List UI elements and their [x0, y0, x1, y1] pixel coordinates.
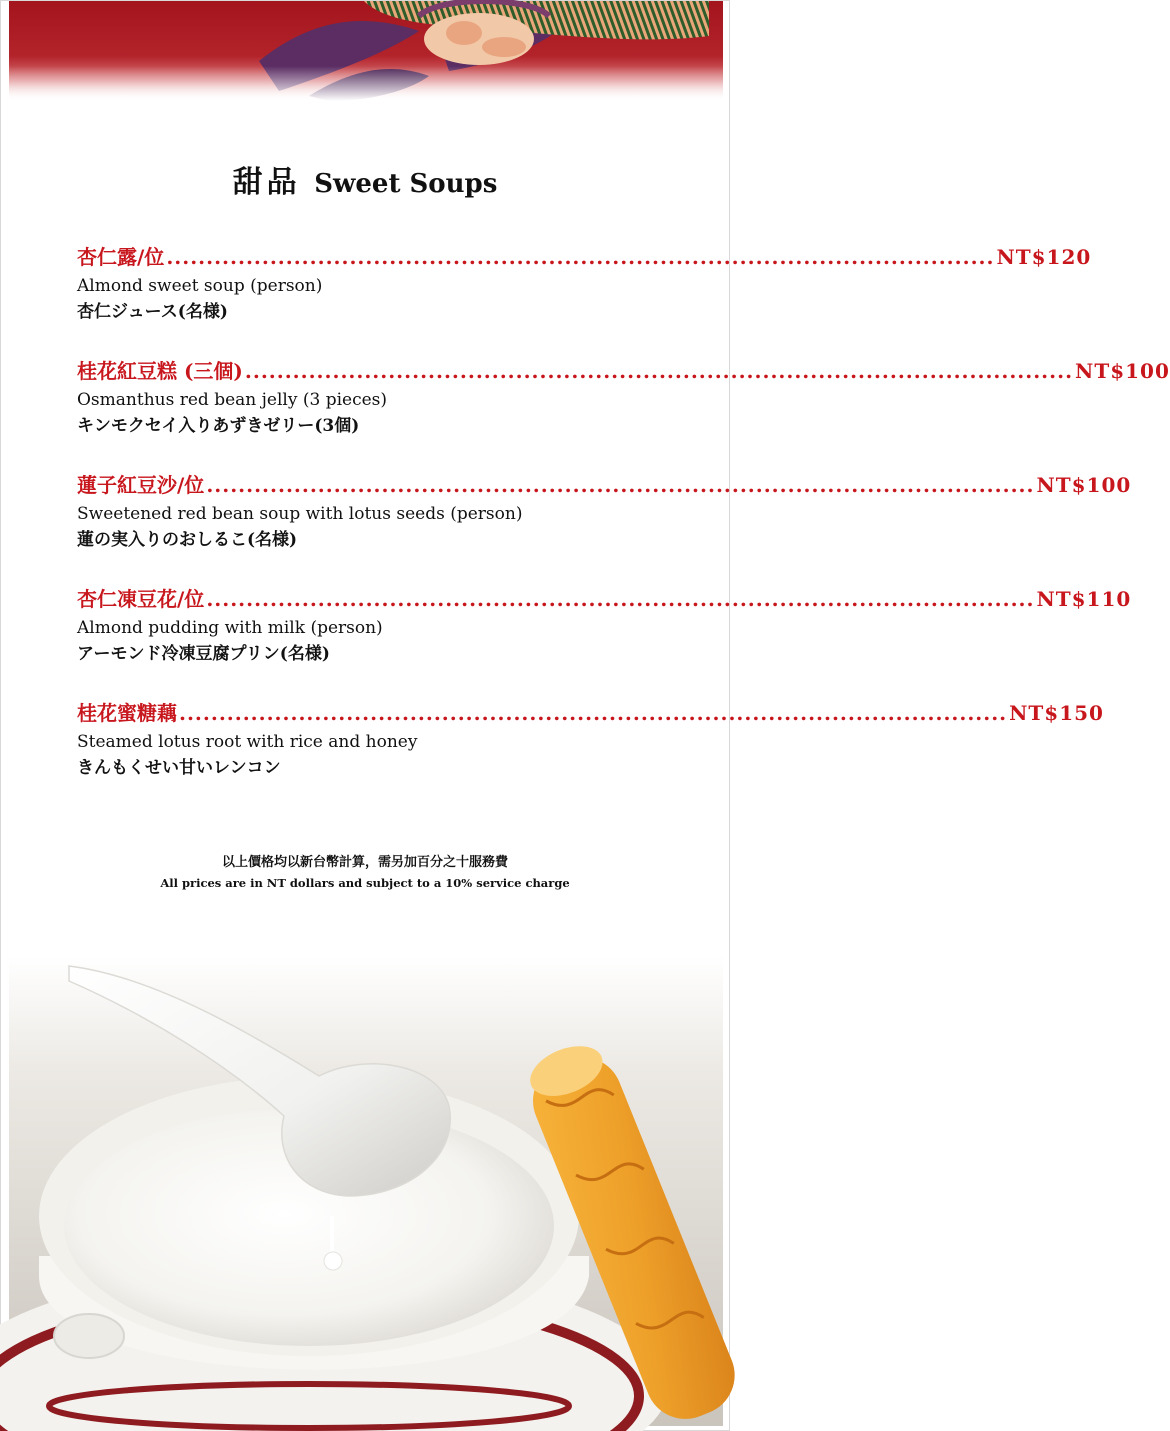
item-name-ja: 杏仁ジュース(名様) [77, 302, 228, 322]
title-english: Sweet Soups [314, 169, 498, 199]
menu-item-header [77, 241, 1092, 273]
menu-item [77, 355, 1170, 439]
menu-item [77, 241, 1092, 325]
menu-list [77, 241, 1170, 811]
item-name-en: Osmanthus red bean jelly (3 pieces) [77, 390, 388, 410]
dot-leader: ........................................................................................................ [206, 587, 1035, 611]
item-price: NT$120 [996, 245, 1092, 269]
dot-leader: ........................................................................................................ [166, 245, 995, 269]
item-name-en: Sweetened red bean soup with lotus seeds (person) [77, 504, 523, 524]
menu-item-header [77, 697, 1104, 729]
menu-item [77, 583, 1132, 667]
item-name-zh: 杏仁凍豆花/位 [77, 587, 205, 611]
item-name-en: Almond pudding with milk (person) [77, 618, 383, 638]
menu-item [77, 697, 1104, 781]
page-title [1, 157, 729, 201]
item-price: NT$100 [1075, 359, 1170, 383]
menu-item [77, 469, 1132, 553]
item-name-zh: 杏仁露/位 [77, 245, 165, 269]
item-name-en: Almond sweet soup (person) [77, 276, 323, 296]
item-name-zh: 桂花紅豆糕 (三個) [77, 359, 243, 383]
floral-banner-image [9, 1, 723, 101]
item-price: NT$150 [1009, 701, 1104, 725]
item-name-en: Steamed lotus root with rice and honey [77, 732, 418, 752]
menu-item-header [77, 469, 1132, 501]
item-name-ja: アーモンド冷凍豆腐プリン(名様) [77, 644, 330, 664]
dot-leader: ........................................................................................................ [179, 701, 1008, 725]
title-chinese: 甜品 [232, 165, 301, 200]
item-name-ja: 蓮の実入りのおしるこ(名様) [77, 530, 298, 550]
item-price: NT$110 [1036, 587, 1132, 611]
item-name-ja: きんもくせい甘いレンコン [77, 758, 281, 778]
dot-leader: ........................................................................................................ [244, 359, 1074, 383]
menu-item-header [77, 355, 1170, 387]
service-charge-note [1, 853, 729, 893]
note-english: All prices are in NT dollars and subject to a 10% service charge [160, 876, 570, 890]
menu-item-header [77, 583, 1132, 615]
note-chinese: 以上價格均以新台幣計算，需另加百分之十服務費 [221, 855, 508, 870]
item-name-zh: 桂花蜜糖藕 [77, 701, 177, 725]
item-price: NT$100 [1036, 473, 1132, 497]
item-name-zh: 蓮子紅豆沙/位 [77, 473, 205, 497]
dot-leader: ........................................................................................................ [206, 473, 1035, 497]
item-name-ja: キンモクセイ入りあずきゼリー(3個) [77, 416, 360, 436]
almond-soup-photo [9, 956, 723, 1426]
